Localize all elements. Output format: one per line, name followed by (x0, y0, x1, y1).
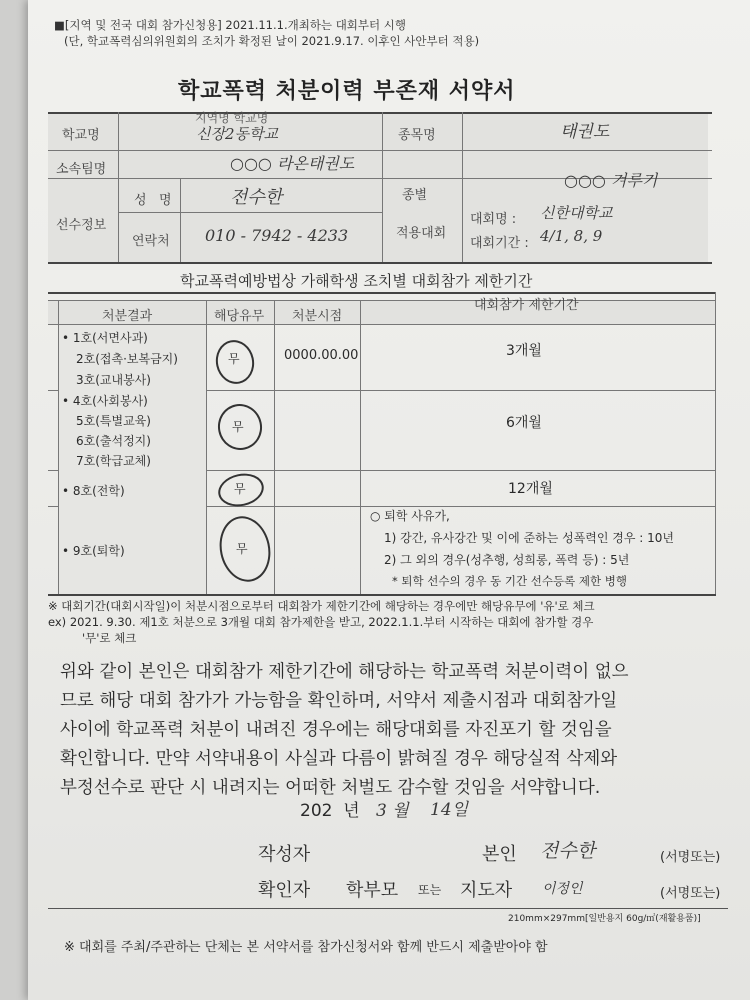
row3-item1: • 8호(전학) (62, 484, 125, 498)
row4-item1: • 9호(퇴학) (62, 544, 125, 558)
expel-line1: ○ 퇴학 사유가, (370, 509, 450, 523)
row1-item1: • 1호(서면사과) (62, 331, 148, 345)
comp-period-label: 대회기간 : (470, 236, 529, 251)
restriction-table-top-border (48, 292, 716, 294)
restriction-heading: 학교폭력예방법상 가해학생 조치별 대회참가 제한기간 (180, 272, 533, 290)
col-header-applicable: 해당유무 (214, 309, 265, 324)
contact-value: 010 - 7942 - 4233 (205, 226, 349, 245)
row3-period: 12개월 (508, 481, 553, 497)
player-info-label: 선수정보 (56, 218, 107, 233)
note-2: ex) 2021. 9.30. 제1호 처분으로 3개월 대회 참가제한을 받고, 2022.1.1.부터 시작하는 대회에 참가할 경우 (48, 615, 594, 629)
restriction-table-bottom-border (48, 594, 716, 596)
type-value: ○○○ 겨루기 (564, 171, 658, 190)
self-signature: 전수한 (540, 840, 596, 862)
document-title: 학교폭력 처분이력 부존재 서약서 (178, 79, 516, 104)
note-3: '무'로 체크 (82, 631, 137, 645)
pledge-line-3: 사이에 학교폭력 처분이 내려진 경우에는 해당대회를 자진포기 할 것임을 (60, 720, 612, 740)
coach-seal-label: (서명또는) (660, 886, 721, 901)
school-value: 신장2동학교 (196, 125, 278, 143)
row2-period: 6개월 (506, 415, 542, 431)
footer-divider (48, 908, 728, 909)
footer-note: ※ 대회를 주최/주관하는 단체는 본 서약서를 참가신청서와 함께 반드시 제출받아야 함 (64, 940, 548, 955)
team-label: 소속팀명 (56, 162, 107, 177)
row1-item3: 3호(교내봉사) (76, 373, 151, 387)
confirm-label: 확인자 (258, 880, 311, 901)
contact-label: 연락처 (132, 234, 170, 249)
team-value: ○○○ 라온태권도 (230, 154, 355, 173)
row2-item1: • 4호(사회봉사) (62, 394, 148, 408)
school-hint: 지역명 학교명 (195, 111, 269, 125)
col-header-period: 대회참가 제한기간 (474, 298, 579, 313)
row4-mark: 무 (236, 542, 248, 556)
expel-line3: 2) 그 외의 경우(성추행, 성희롱, 폭력 등) : 5년 (384, 553, 630, 567)
date-month: 3 월 (376, 801, 409, 821)
competition-label: 적용대회 (396, 226, 447, 241)
writer-label: 작성자 (258, 844, 311, 865)
divider (382, 112, 383, 262)
row2-item4: 7호(학급교체) (76, 454, 151, 468)
type-label: 종별 (402, 188, 428, 203)
expel-line4: * 퇴학 선수의 경우 동 기간 선수등록 제한 병행 (392, 574, 627, 588)
col-header-date: 처분시점 (292, 309, 343, 324)
event-label: 종목명 (398, 128, 436, 143)
comp-name-value: 신한대학교 (540, 204, 613, 222)
divider (180, 178, 181, 262)
header-notice-line1: ■[지역 및 전국 대회 참가신청용] 2021.11.1.개최하는 대회부터 시행 (54, 18, 407, 32)
row1-item2: 2호(접촉·보복금지) (76, 352, 178, 366)
name-value: 전수한 (230, 187, 283, 208)
row1-period: 3개월 (506, 343, 542, 359)
info-table-top-border (48, 112, 712, 114)
row3-mark: 무 (234, 482, 246, 496)
divider (48, 300, 716, 301)
divider (360, 300, 361, 594)
divider (48, 150, 712, 151)
divider (715, 292, 716, 594)
row1-date: 0000.00.00 (284, 348, 359, 363)
event-value: 태권도 (560, 122, 610, 142)
date-year: 202 년 (300, 801, 360, 821)
divider (462, 112, 463, 262)
pledge-line-2: 므로 해당 대회 참가가 가능함을 확인하며, 서약서 제출시점과 대회참가일 (60, 691, 618, 711)
pledge-line-5: 부정선수로 판단 시 내려지는 어떠한 처벌도 감수할 것임을 서약합니다. (60, 778, 601, 798)
row2-item3: 6호(출석정지) (76, 434, 151, 448)
paper-spec: 210mm×297mm[일반용지 60g/㎡(재활용품)] (508, 914, 701, 924)
self-seal-label: (서명또는) (660, 850, 721, 865)
info-table-bottom-border (48, 262, 712, 264)
date-day: 14일 (430, 800, 469, 820)
row1-mark: 무 (228, 352, 240, 366)
comp-name-label: 대회명 : (470, 212, 517, 227)
comp-period-value: 4/1, 8, 9 (540, 227, 603, 245)
parent-label: 학부모 (346, 880, 399, 901)
note-1: ※ 대회기간(대회시작일)이 처분시점으로부터 대회참가 제한기간에 해당하는 경우에만 해당유무에 '유'로 체크 (48, 599, 595, 613)
coach-label: 지도자 (460, 880, 513, 901)
or-label: 또는 (418, 883, 442, 897)
coach-signature: 이정인 (542, 881, 583, 897)
header-notice-line2: (단, 학교폭력심의위원회의 조치가 확정된 날이 2021.9.17. 이후인 사안부터 적용) (64, 34, 480, 48)
row2-item2: 5호(특별교육) (76, 414, 151, 428)
divider (206, 300, 207, 594)
pledge-line-1: 위와 같이 본인은 대회참가 제한기간에 해당하는 학교폭력 처분이력이 없으 (60, 662, 629, 682)
col-header-result: 처분결과 (102, 309, 153, 324)
divider (118, 212, 382, 213)
expel-line2: 1) 강간, 유사강간 및 이에 준하는 성폭력인 경우 : 10년 (384, 531, 675, 545)
name-label: 성 명 (134, 193, 172, 208)
pledge-line-4: 확인합니다. 만약 서약내용이 사실과 다름이 밝혀질 경우 해당실적 삭제와 (60, 749, 618, 769)
row2-mark: 무 (232, 420, 244, 434)
divider (118, 112, 119, 262)
school-label: 학교명 (62, 128, 100, 143)
self-label: 본인 (482, 844, 517, 865)
divider (274, 300, 275, 594)
